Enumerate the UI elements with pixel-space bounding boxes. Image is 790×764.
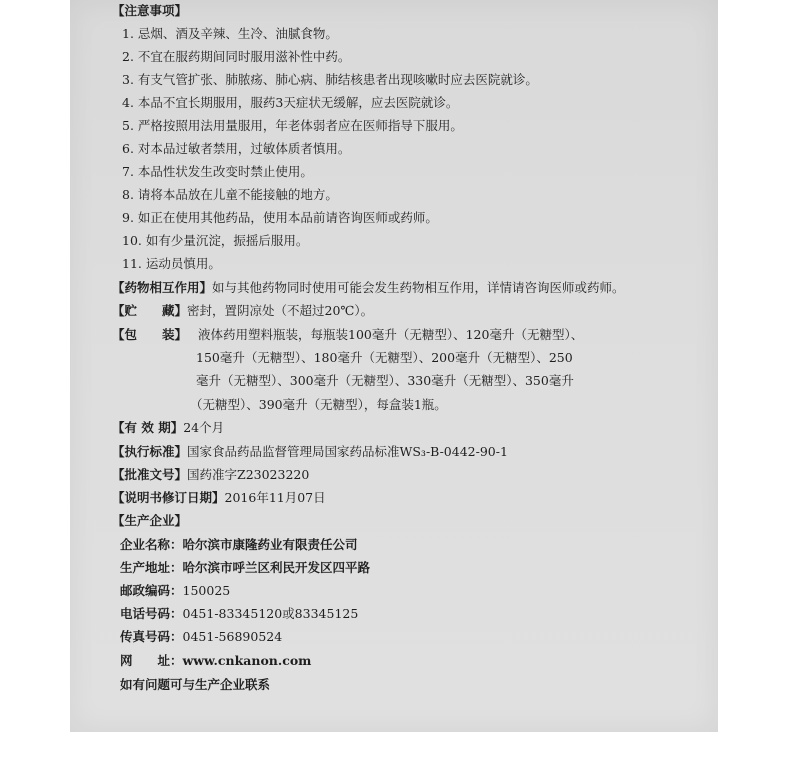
revision-text: 2016年11月07日 [224,490,326,505]
note-item: 10. 如有少量沉淀，振摇后服用。 [122,233,309,248]
manufacturer-fax-row [120,629,282,645]
packaging-label: 【包 装】 [112,327,188,342]
standard-text: 国家食品药品监督管理局国家药品标准WS₃-B-0442-90-1 [187,444,508,459]
field-key: 生产地址： [120,560,183,575]
validity-text: 24个月 [183,420,225,435]
standard-section [112,444,508,460]
revision-label: 【说明书修订日期】 [112,490,225,505]
note-item: 5. 严格按照用法用量服用，年老体弱者应在医师指导下服用。 [122,118,463,133]
manufacturer-website-row [120,653,311,669]
validity-section [112,420,224,436]
note-item: 8. 请将本品放在儿童不能接触的地方。 [122,187,338,202]
validity-label: 【有 效 期】 [112,420,184,435]
field-key: 企业名称： [120,537,183,552]
field-key: 电话号码： [120,606,183,621]
phone: 0451-83345120或83345125 [182,606,359,621]
storage-section [112,303,373,319]
website: www.cnkanon.com [182,653,312,668]
note-item: 1. 忌烟、酒及辛辣、生冷、油腻食物。 [122,26,338,41]
note-item: 9. 如正在使用其他药品，使用本品前请咨询医师或药师。 [122,210,438,225]
packaging-line: 150毫升（无糖型）、180毫升（无糖型）、200毫升（无糖型）、250 [196,350,573,365]
note-item: 7. 本品性状发生改变时禁止使用。 [122,164,313,179]
note-item: 6. 对本品过敏者禁用，过敏体质者慎用。 [122,141,351,156]
interaction-text: 如与其他药物同时使用可能会发生药物相互作用，详情请咨询医师或药师。 [212,280,625,295]
company-name: 哈尔滨市康隆药业有限责任公司 [182,537,358,552]
manufacturer-phone-row [120,606,358,622]
storage-label: 【贮 藏】 [112,303,188,318]
packaging-line: （无糖型）、390毫升（无糖型），每盒装1瓶。 [190,397,447,412]
approval-text: 国药准字Z23023220 [187,467,310,482]
note-item: 11. 运动员慎用。 [122,256,221,271]
storage-text: 密封，置阴凉处（不超过20℃）。 [187,303,374,318]
interaction-section [112,280,625,296]
field-key: 邮政编码： [120,583,183,598]
note-item: 3. 有支气管扩张、肺脓疡、肺心病、肺结核患者出现咳嗽时应去医院就诊。 [122,72,538,87]
manufacturer-label: 【生产企业】 [112,513,188,528]
revision-section [112,490,326,506]
fax: 0451-56890524 [182,629,283,644]
approval-section [112,467,309,483]
standard-label: 【执行标准】 [112,444,188,459]
manufacturer-address-row [120,560,370,576]
note-item: 2. 不宜在服药期间同时服用滋补性中药。 [122,49,351,64]
interaction-label: 【药物相互作用】 [112,280,213,295]
field-key: 网 址： [120,653,183,668]
packaging-line: 液体药用塑料瓶装，每瓶装100毫升（无糖型）、120毫升（无糖型）、 [198,327,584,342]
note-item: 4. 本品不宜长期服用，服药3天症状无缓解，应去医院就诊。 [122,95,459,110]
manufacturer-postcode-row [120,583,230,599]
approval-label: 【批准文号】 [112,467,188,482]
postcode: 150025 [182,583,231,598]
notes-header: 【注意事项】 [112,3,188,18]
company-address: 哈尔滨市呼兰区利民开发区四平路 [182,560,371,575]
contact-footer: 如有问题可与生产企业联系 [120,677,271,692]
manufacturer-name-row [120,537,358,553]
packaging-line: 毫升（无糖型）、300毫升（无糖型）、330毫升（无糖型）、350毫升 [196,373,574,388]
field-key: 传真号码： [120,629,183,644]
